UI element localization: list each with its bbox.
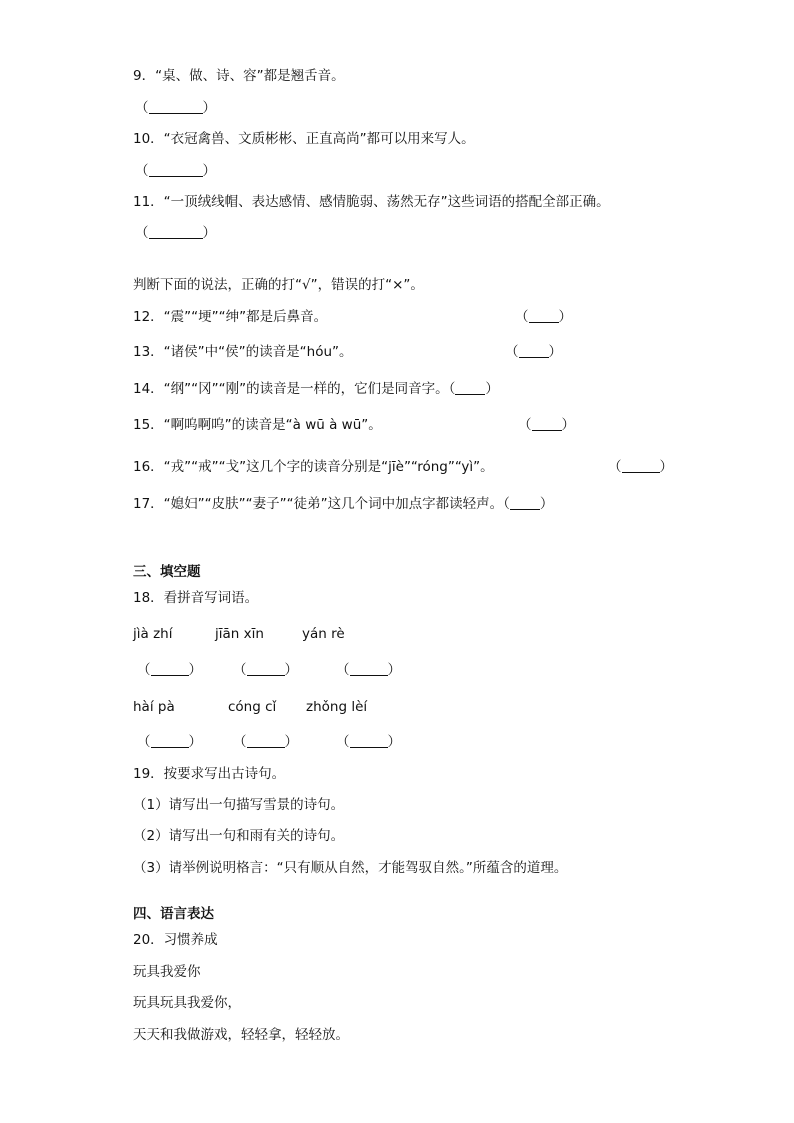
- answer-blank[interactable]: [455, 381, 485, 395]
- answer-blank[interactable]: [151, 662, 189, 676]
- paren-open: （: [518, 417, 532, 433]
- question-14: 14．“纲”“冈”“刚”的读音是一样的，它们是同音字。（ ）: [133, 381, 499, 397]
- answer-14[interactable]: [449, 381, 499, 397]
- answer-13[interactable]: [505, 343, 562, 361]
- blank-4[interactable]: （ ）: [137, 734, 202, 750]
- answer-blank[interactable]: [149, 163, 203, 177]
- question-19-part-3: （3）请举例说明格言：“只有顺从自然，才能驾驭自然。”所蕴含的道理。: [133, 860, 568, 876]
- answer-16[interactable]: [608, 458, 673, 476]
- pinyin-6: zhǒng lèí: [306, 699, 368, 715]
- poem-line-1: 玩具玩具我爱你，: [133, 995, 241, 1011]
- paren-close: ）: [202, 163, 216, 179]
- answer-10[interactable]: [135, 162, 216, 180]
- poem-line-2: 天天和我做游戏，轻轻拿，轻轻放。: [133, 1027, 349, 1043]
- question-19: 19．按要求写出古诗句。: [133, 766, 286, 782]
- paren-open: （: [448, 381, 456, 397]
- answer-blank[interactable]: [519, 344, 549, 358]
- question-11: 11．“一顶绒线帽、表达感情、感情脆弱、荡然无存”这些词语的搭配全部正确。: [133, 194, 610, 210]
- answer-blank[interactable]: [510, 496, 540, 510]
- paren-close: ）: [202, 100, 216, 116]
- blank-6[interactable]: （ ）: [336, 734, 401, 750]
- answer-blank[interactable]: [247, 734, 285, 748]
- section-heading-language-expression: 四、语言表达: [133, 906, 214, 922]
- paren-close: ）: [539, 496, 554, 512]
- paren-open: （: [135, 163, 149, 179]
- answer-17[interactable]: [503, 496, 553, 512]
- question-17: 17．“媳妇”“皮肤”“妻子”“徒弟”这几个词中加点字都读轻声。（ ）: [133, 496, 554, 512]
- paren-open: （: [515, 309, 529, 325]
- answer-blank[interactable]: [350, 662, 388, 676]
- pinyin-2: jīān xīn: [215, 626, 264, 642]
- paren-close: ）: [558, 309, 572, 325]
- question-20: 20．习惯养成: [133, 932, 218, 948]
- blank-1[interactable]: （ ）: [137, 662, 202, 678]
- paren-open: （: [505, 344, 519, 360]
- question-16: 16．“戎”“戒”“戈”这几个字的读音分别是“jīè”“róng”“yì”。: [133, 459, 494, 475]
- answer-15[interactable]: [518, 416, 575, 434]
- pinyin-5: cóng cǐ: [228, 699, 277, 715]
- paren-close: ）: [485, 381, 499, 397]
- paren-close: ）: [548, 344, 562, 360]
- paren-open: （: [503, 496, 510, 512]
- paren-close: ）: [561, 417, 575, 433]
- answer-11[interactable]: [135, 224, 216, 242]
- answer-blank[interactable]: [622, 459, 660, 473]
- question-19-part-1: （1）请写出一句描写雪景的诗句。: [133, 797, 345, 813]
- pinyin-1: jìà zhí: [133, 626, 173, 642]
- paren-open: （: [608, 459, 622, 475]
- answer-blank[interactable]: [247, 662, 285, 676]
- answer-blank[interactable]: [151, 734, 189, 748]
- question-18: 18．看拼音写词语。: [133, 590, 259, 606]
- judge-instructions: 判断下面的说法，正确的打“√”，错误的打“×”。: [133, 277, 424, 293]
- blank-3[interactable]: （ ）: [336, 662, 401, 678]
- pinyin-3: yán rè: [302, 626, 345, 642]
- question-19-part-2: （2）请写出一句和雨有关的诗句。: [133, 828, 345, 844]
- paren-open: （: [135, 225, 149, 241]
- paren-open: （: [135, 100, 149, 116]
- question-12: 12．“震”“埂”“绅”都是后鼻音。: [133, 309, 328, 325]
- paren-close: ）: [202, 225, 216, 241]
- section-heading-fill-in: 三、填空题: [133, 564, 201, 580]
- answer-12[interactable]: [515, 308, 572, 326]
- answer-blank[interactable]: [149, 100, 203, 114]
- blank-2[interactable]: （ ）: [233, 662, 298, 678]
- answer-blank[interactable]: [529, 309, 559, 323]
- answer-blank[interactable]: [532, 417, 562, 431]
- question-9: 9．“桌、做、诗、容”都是翘舌音。: [133, 68, 345, 84]
- answer-blank[interactable]: [350, 734, 388, 748]
- paren-close: ）: [659, 459, 673, 475]
- answer-blank[interactable]: [149, 225, 203, 239]
- question-10: 10．“衣冠禽兽、文质彬彬、正直高尚”都可以用来写人。: [133, 131, 475, 147]
- blank-5[interactable]: （ ）: [233, 734, 298, 750]
- poem-title: 玩具我爱你: [133, 964, 201, 980]
- answer-9[interactable]: [135, 99, 216, 117]
- question-13: 13．“诸侯”中“侯”的读音是“hóu”。: [133, 344, 353, 360]
- question-15: 15．“啊呜啊呜”的读音是“à wū à wū”。: [133, 417, 382, 433]
- pinyin-4: hàí pà: [133, 699, 175, 715]
